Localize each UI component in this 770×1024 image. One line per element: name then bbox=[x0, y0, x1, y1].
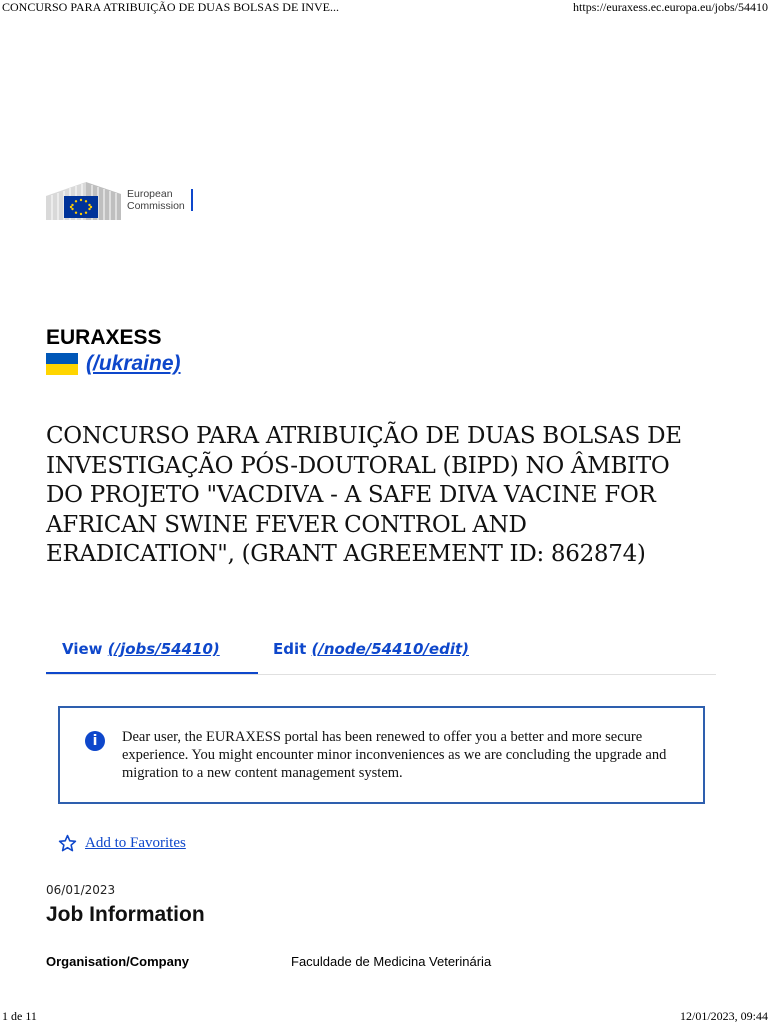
info-icon: i bbox=[85, 731, 105, 751]
site-name[interactable]: EURAXESS bbox=[46, 326, 162, 349]
commission-building-icon bbox=[46, 180, 121, 220]
tab-edit-link[interactable]: (/node/54410/edit) bbox=[311, 640, 469, 658]
tab-view[interactable] bbox=[62, 640, 220, 673]
notice-text: Dear user, the EURAXESS portal has been renewed to offer you a better and more secure experience. You might encounter minor inconveniences as we are concluding the upgrade and migration to a new content management system. bbox=[122, 729, 667, 781]
ukraine-flag-icon bbox=[46, 353, 78, 375]
active-tab-indicator bbox=[46, 672, 258, 674]
info-value: Faculdade de Medicina Veterinária bbox=[291, 954, 492, 969]
add-to-favorites-link[interactable]: Add to Favorites bbox=[85, 835, 186, 851]
logo-accent-bar bbox=[191, 189, 193, 211]
print-header bbox=[0, 0, 770, 15]
logo-text bbox=[127, 188, 185, 212]
european-commission-logo[interactable] bbox=[46, 180, 193, 220]
logo-line-2: Commission bbox=[127, 200, 185, 212]
ukraine-link[interactable]: (/ukraine) bbox=[86, 352, 181, 375]
tab-edit[interactable] bbox=[273, 640, 469, 673]
print-page-title: CONCURSO PARA ATRIBUIÇÃO DE DUAS BOLSAS DE INVE... bbox=[2, 0, 339, 14]
job-title: CONCURSO PARA ATRIBUIÇÃO DE DUAS BOLSAS DE INVESTIGAÇÃO PÓS-DOUTORAL (BIPD) NO ÂMBITO DO PROJETO "VACDIVA - A SAFE DIVA VACINE FOR AFRICAN SWINE FEVER CONTROL AND ERADICATION", (GRANT AGREEMENT ID: 862874) bbox=[46, 423, 682, 567]
tab-edit-label: Edit bbox=[273, 640, 307, 658]
add-to-favorites[interactable] bbox=[58, 834, 186, 853]
portal-notice bbox=[58, 706, 705, 804]
ukraine-banner[interactable] bbox=[46, 352, 181, 376]
logo-line-1: European bbox=[127, 188, 173, 200]
posted-date: 06/01/2023 bbox=[46, 883, 116, 897]
print-url: https://euraxess.ec.europa.eu/jobs/54410 bbox=[573, 0, 768, 14]
tab-bar bbox=[46, 640, 716, 675]
tab-view-link[interactable]: (/jobs/54410) bbox=[107, 640, 220, 658]
print-timestamp: 12/01/2023, 09:44 bbox=[679, 1009, 768, 1023]
info-label: Organisation/Company bbox=[46, 954, 190, 969]
tab-view-label: View bbox=[62, 640, 103, 658]
print-footer bbox=[0, 1009, 770, 1024]
star-icon bbox=[58, 834, 77, 853]
job-information-heading: Job Information bbox=[46, 903, 205, 926]
print-page-number: 1 de 11 bbox=[2, 1009, 37, 1023]
